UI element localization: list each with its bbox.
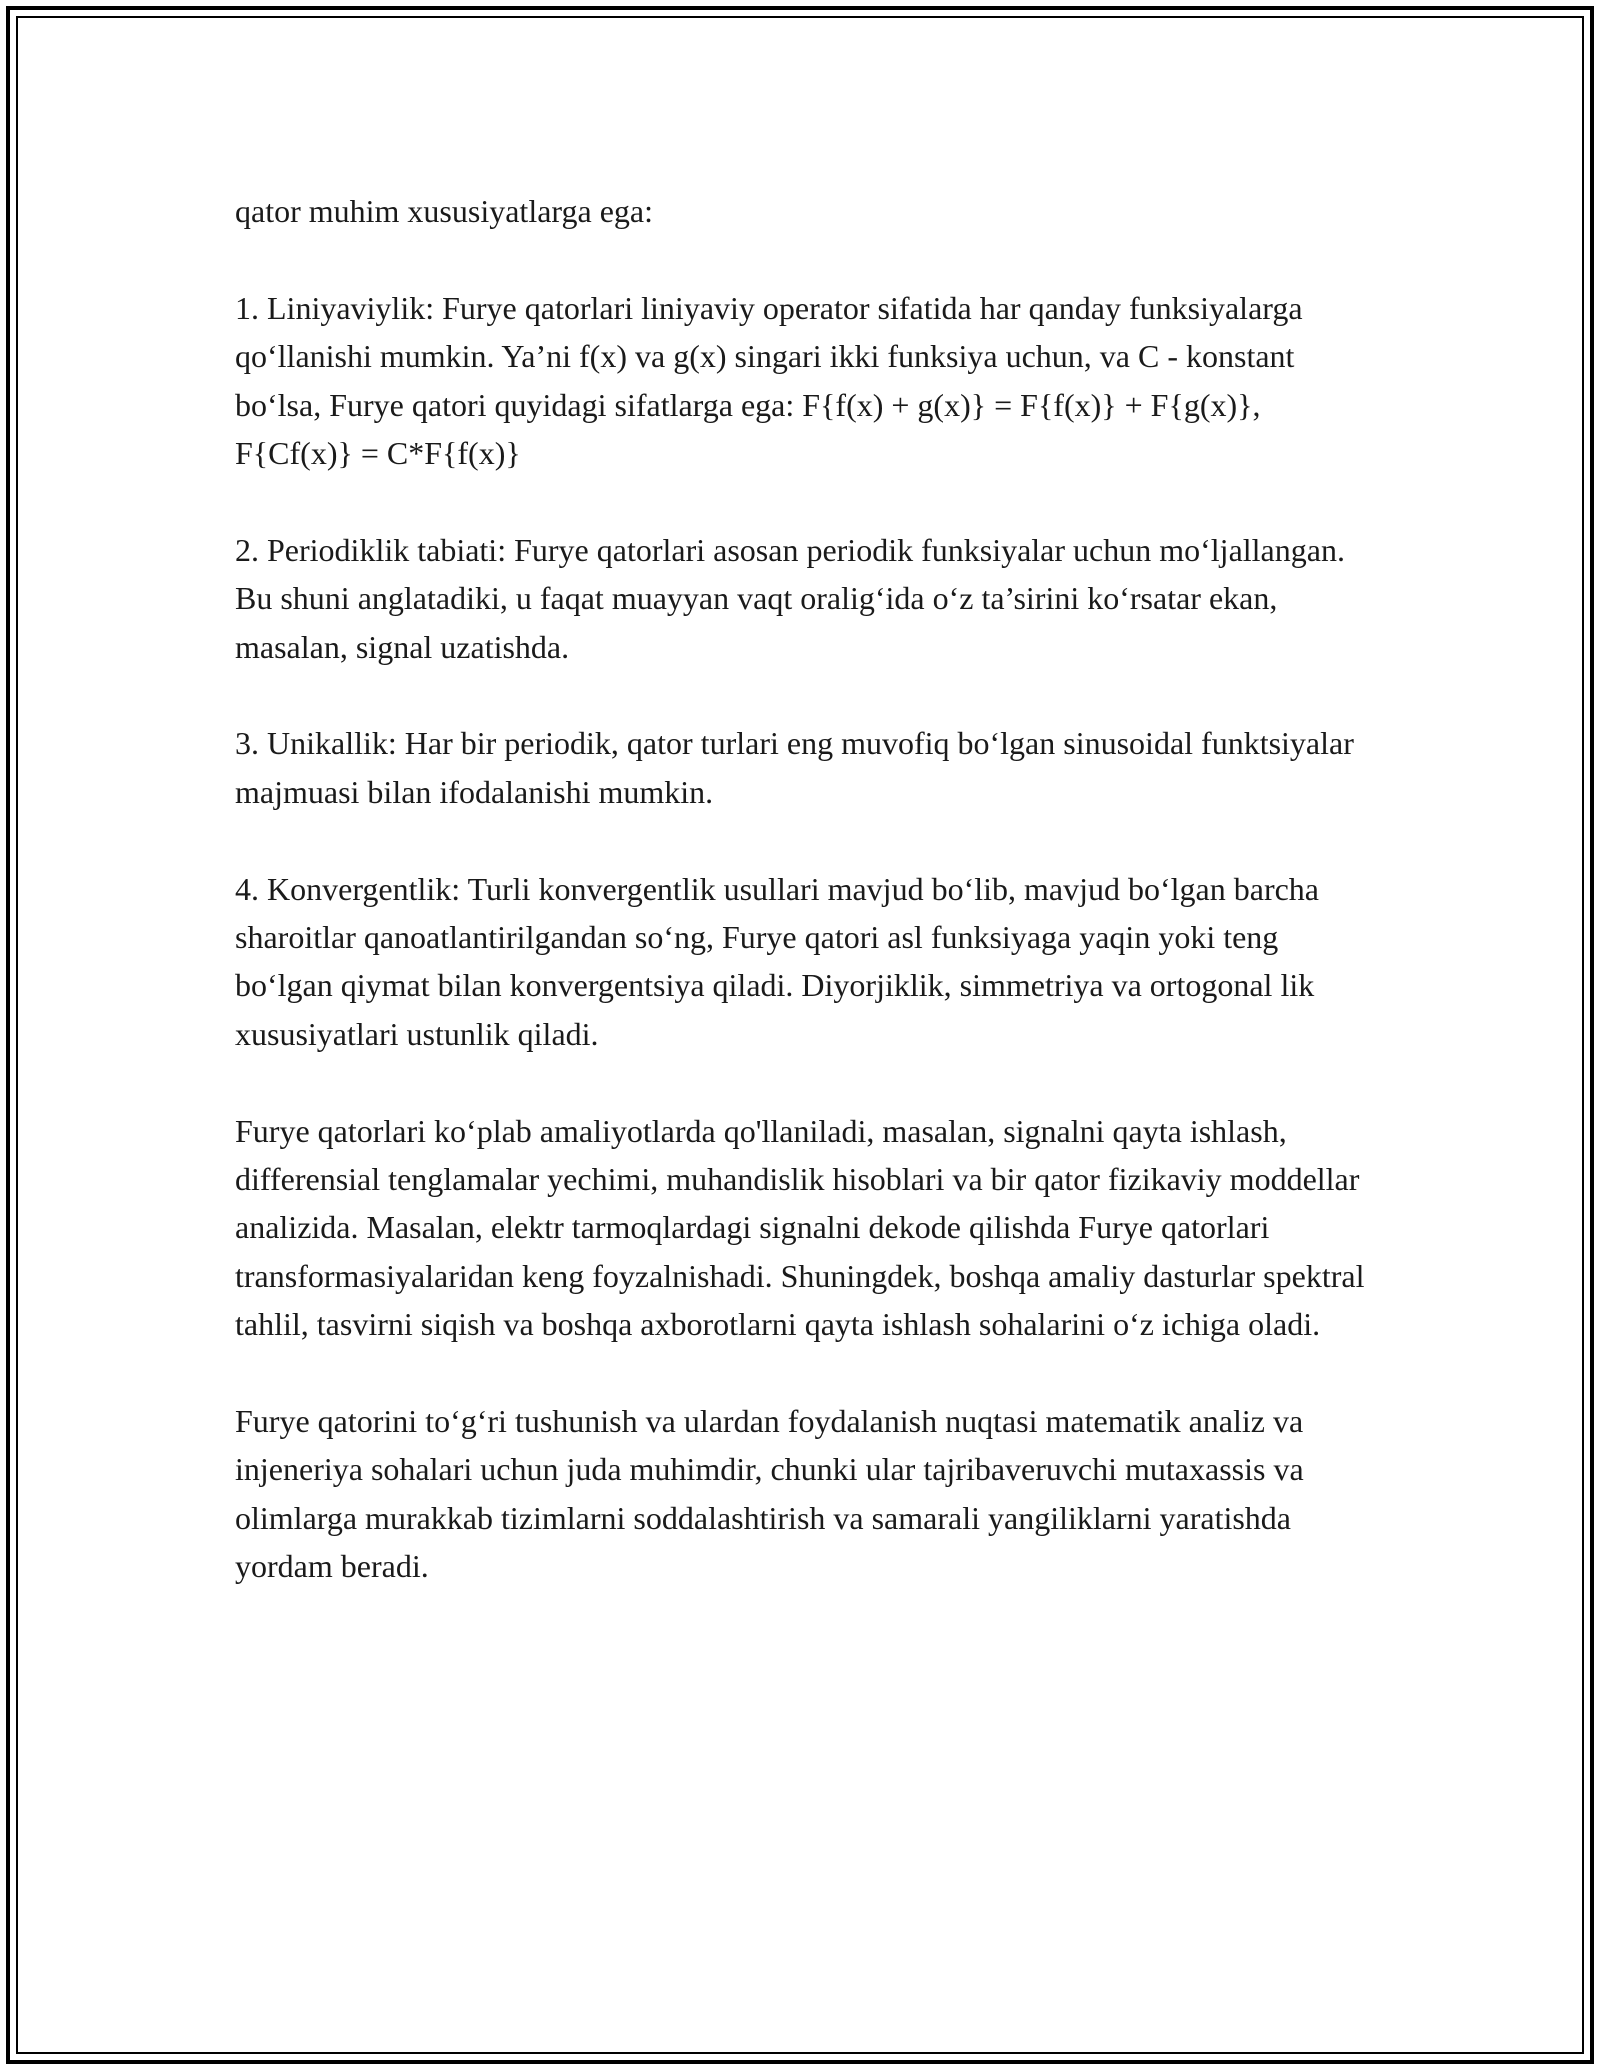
document-body [235, 187, 1375, 1591]
paragraph-linearity: 1. Liniyaviylik: Furye qatorlari liniyaviy operator sifatida har qanday funksiyalarga qo‘llanishi mumkin. Ya’ni f(x) va g(x) singari ikki funksiya uchun, va C - konstant bo‘lsa, Furye qatori quyidagi sifatlarga ega: F{f(x) + g(x)} = F{f(x)} + F{g(x)}, F{Cf(x)} = C*F{f(x)} [235, 289, 1303, 472]
paragraph-uniqueness: 3. Unikallik: Har bir periodik, qator turlari eng muvofiq bo‘lgan sinusoidal funktsiyalar majmuasi bilan ifodalanishi mumkin. [235, 725, 1354, 810]
paragraph-periodicity: 2. Periodiklik tabiati: Furye qatorlari asosan periodik funksiyalar uchun mo‘ljallangan. Bu shuni anglatadiki, u faqat muayyan vaqt oralig‘ida o‘z ta’sirini ko‘rsatar ekan, masalan, signal uzatishda. [235, 531, 1345, 665]
paragraph-intro: qator muhim xususiyatlarga ega: [235, 193, 653, 229]
paragraph-applications: Furye qatorlari ko‘plab amaliyotlarda qo'llaniladi, masalan, signalni qayta ishlash, differensial tenglamalar yechimi, muhandislik hisoblari va bir qator fizikaviy moddellar analizida. Masalan, elektr tarmoqlardagi signalni dekode qilishda Furye qatorlari transformasiyalaridan keng foyzalnishadi. Shuningdek, boshqa amaliy dasturlar spektral tahlil, tasvirni siqish va boshqa axborotlarni qayta ishlash sohalarini o‘z ichiga oladi. [235, 1112, 1365, 1343]
paragraph-conclusion: Furye qatorini to‘g‘ri tushunish va ulardan foydalanish nuqtasi matematik analiz va injeneriya sohalari uchun juda muhimdir, chunki ular tajribaveruvchi mutaxassis va olimlarga murakkab tizimlarni soddalashtirish va samarali yangiliklarni yaratishda yordam beradi. [235, 1403, 1304, 1585]
paragraph-convergence: 4. Konvergentlik: Turli konvergentlik usullari mavjud bo‘lib, mavjud bo‘lgan barcha sharoitlar qanoatlantirilgandan so‘ng, Furye qatori asl funksiyaga yaqin yoki teng bo‘lgan qiymat bilan konvergentsiya qiladi. Diyorjiklik, simmetriya va ortogonal lik xususiyatlari ustunlik qiladi. [235, 870, 1319, 1052]
